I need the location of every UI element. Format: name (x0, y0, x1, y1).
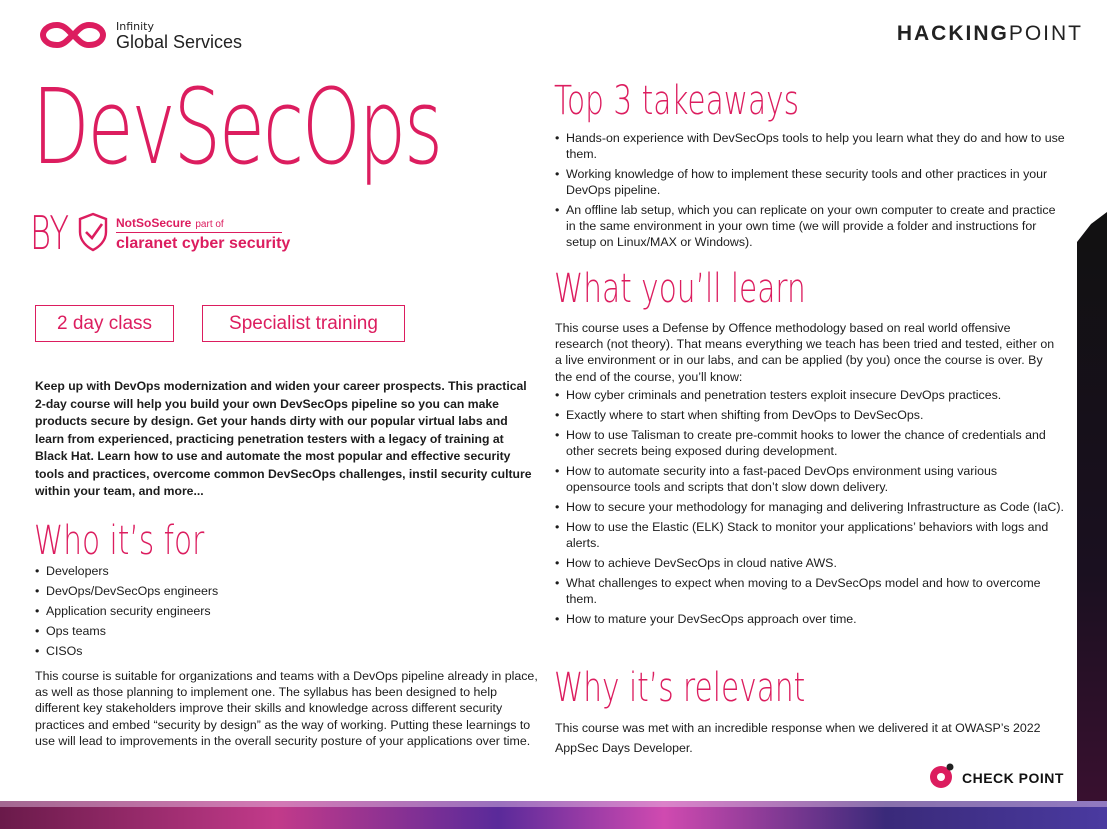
list-item: • Exactly where to start when shifting from DevOps to DevSecOps. (555, 407, 1065, 423)
learn-paragraph: This course uses a Defense by Offence methodology based on real world offensive research (not theory). That means everything we teach has been tried and tested, either on a live environment or in our labs, and can be applied (by you) once the course is over. By the end of the course, you’ll know: (555, 321, 1055, 384)
edge-decoration (1077, 212, 1107, 812)
heading-why: Why it’s relevant (554, 665, 806, 711)
list-item: • CISOs (35, 643, 335, 659)
heading-learn: What you’ll learn (554, 266, 806, 312)
list-item: • DevOps/DevSecOps engineers (35, 583, 335, 599)
list-item: • How to secure your methodology for managing and delivering Infrastructure as Code (IaC). (555, 499, 1065, 515)
who-paragraph: This course is suitable for organizations and teams with a DevOps pipeline already in place, as well as those planning to implement one. The syllabus has been designed to help different key stakeholders improve their skills and knowledge across different security practices and embed “security by design” as the way of working. Putting these learnings to use will lead to improvements in the overall security posture of your applications over time. (35, 669, 538, 748)
list-item: • Developers (35, 563, 335, 579)
list-item: • Hands-on experience with DevSecOps tools to help you learn what they do and how to use them. (555, 130, 1065, 162)
heading-who: Who it’s for (34, 518, 205, 564)
tag-duration: 2 day class (35, 305, 174, 342)
brand-small: Infinity (116, 20, 154, 33)
list-item: • How to achieve DevSecOps in cloud native AWS. (555, 555, 1065, 571)
learn-list (555, 387, 1065, 631)
hackingpoint-logo: HACKINGPOINT (896, 22, 1083, 45)
shield-check-icon (77, 212, 109, 252)
page-title: DevSecOps (32, 66, 441, 188)
takeaways-list (555, 130, 1065, 254)
checkpoint-logo-icon (928, 762, 956, 790)
footer-band (0, 801, 1107, 829)
list-item: • An offline lab setup, which you can replicate on your own computer to create and practice in the same environment in your own time (we will provide a folder and instructions for setup on Linux/MAX or Windows). (555, 202, 1065, 250)
claranet-logo: claranet cyber security (116, 235, 291, 252)
list-item: • How to automate security into a fast-paced DevOps environment using various opensource tools and scripts that don’t slow down delivery. (555, 463, 1065, 495)
infinity-logo-icon (40, 19, 106, 51)
tag-level: Specialist training (202, 305, 405, 342)
list-item: • Ops teams (35, 623, 335, 639)
notsosecure-logo: NotSoSecure part of (116, 216, 224, 230)
logo-divider (116, 232, 282, 233)
heading-takeaways: Top 3 takeaways (554, 78, 800, 124)
brand-name: Global Services (116, 32, 243, 52)
list-item: • How to use Talisman to create pre-commit hooks to lower the chance of credentials and other secrets being exposed during development. (555, 427, 1065, 459)
list-item: • Application security engineers (35, 603, 335, 619)
list-item: • How cyber criminals and penetration testers exploit insecure DevOps practices. (555, 387, 1065, 403)
intro-paragraph: Keep up with DevOps modernization and widen your career prospects. This practical 2-day course will help you build your own DevSecOps pipeline so you can make products secure by design. Get your hands dirty with our popular virtual labs and learn from experienced, practicing penetration testers with a legacy of training at Black Hat. Learn how to use and automate the most popular and effective security tools and practices, overcome common DevSecOps challenges, instil security culture within your team, and more... (35, 379, 532, 498)
checkpoint-logo-text: CHECK POINT (962, 770, 1064, 786)
list-item: • How to use the Elastic (ELK) Stack to monitor your applications’ behaviors with logs and alerts. (555, 519, 1065, 551)
list-item: • How to mature your DevSecOps approach over time. (555, 611, 1065, 627)
list-item: • Working knowledge of how to implement these security tools and other practices in your DevOps pipeline. (555, 166, 1065, 198)
list-item: • What challenges to expect when moving to a DevSecOps model and how to overcome them. (555, 575, 1065, 607)
by-label: BY (30, 206, 69, 260)
who-list (35, 563, 335, 663)
why-paragraph: This course was met with an incredible response when we delivered it at OWASP’s 2022 AppSec Days Developer. (555, 721, 1041, 755)
